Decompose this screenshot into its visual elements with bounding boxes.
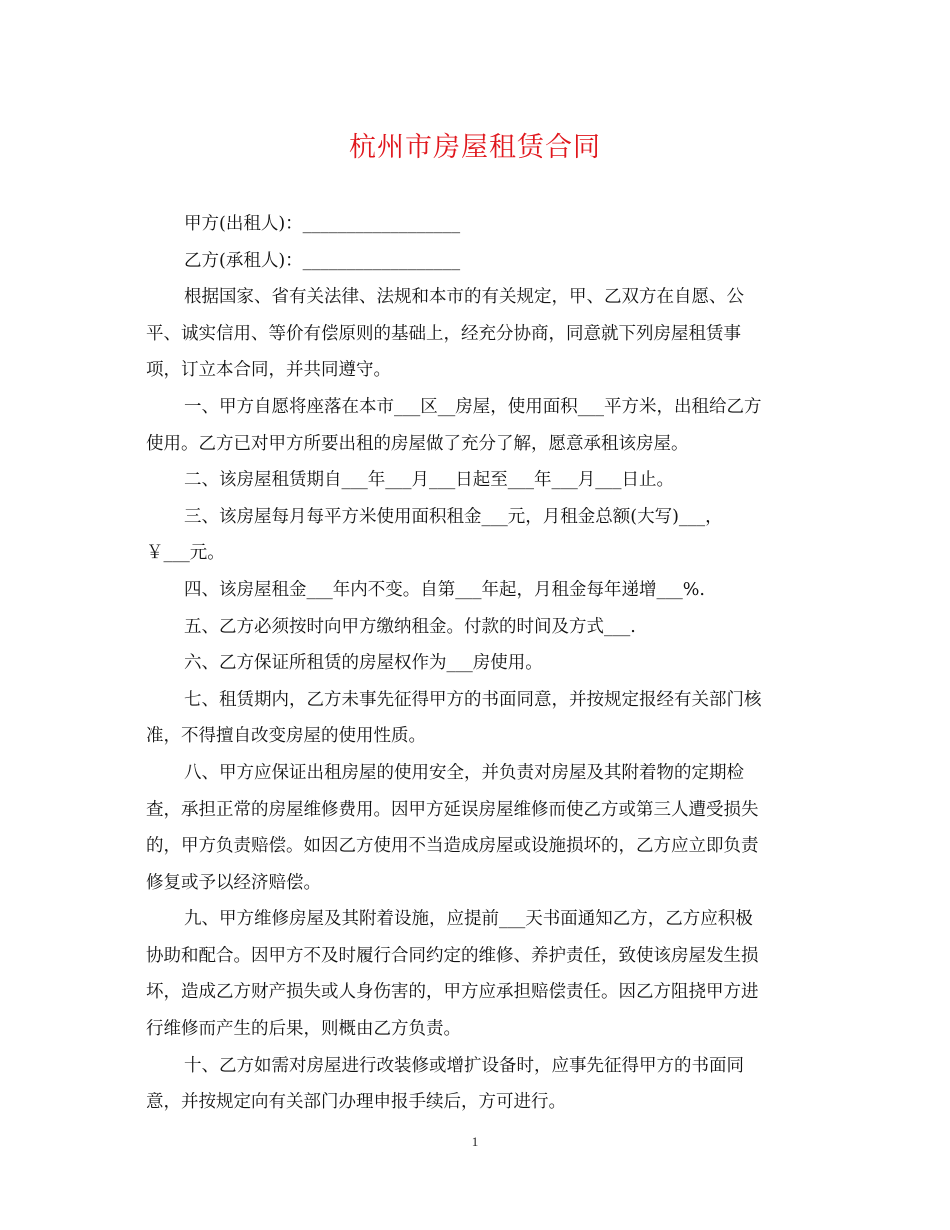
clause-6-line: 六、乙方保证所租赁的房屋权作为___房使用。 <box>184 653 543 674</box>
clause-7-line: 准，不得擅自改变房屋的使用性质。 <box>146 726 426 747</box>
clause-8-line: 八、甲方应保证出租房屋的使用安全，并负责对房屋及其附着物的定期检 <box>184 762 744 783</box>
clause-5-line: 五、乙方必须按时向甲方缴纳租金。付款的时间及方式___. <box>184 616 636 637</box>
clause-7-line: 七、租赁期内，乙方未事先征得甲方的书面同意，并按规定报经有关部门核 <box>184 689 762 710</box>
clause-2-line: 二、该房屋租赁期自___年___月___日起至___年___月___日止。 <box>184 470 674 491</box>
page-number: 1 <box>471 1134 479 1149</box>
preamble-line: 平、诚实信用、等价有偿原则的基础上，经充分协商，同意就下列房屋租赁事 <box>146 323 741 344</box>
contract-title: 杭州市房屋租赁合同 <box>349 132 601 163</box>
clause-1-line: 一、甲方自愿将座落在本市___区__房屋，使用面积___平方米，出租给乙方 <box>184 396 762 417</box>
clause-9-line: 协助和配合。因甲方不及时履行合同约定的维修、养护责任，致使该房屋发生损 <box>146 945 759 966</box>
clause-9-line: 九、甲方维修房屋及其附着设施，应提前___天书面通知乙方，乙方应积极 <box>184 909 753 930</box>
clause-10-line: 意，并按规定向有关部门办理申报手续后，方可进行。 <box>146 1092 566 1113</box>
preamble-line: 项，订立本合同，并共同遵守。 <box>146 360 391 381</box>
party-a-line: 甲方(出租人)：__________________ <box>184 214 461 234</box>
clause-9-line: 坏，造成乙方财产损失或人身伤害的，甲方应承担赔偿责任。因乙方阻挠甲方进 <box>146 982 759 1003</box>
clause-4-line: 四、该房屋租金___年内不变。自第___年起，月租金每年递增___%. <box>184 579 705 600</box>
clause-8-line: 修复或予以经济赔偿。 <box>146 872 321 893</box>
clause-3-line: ￥___元。 <box>146 543 225 564</box>
contract-body <box>146 206 806 1121</box>
preamble-line: 根据国家、省有关法律、法规和本市的有关规定，甲、乙双方在自愿、公 <box>184 287 744 308</box>
clause-9-line: 行维修而产生的后果，则概由乙方负责。 <box>146 1019 461 1040</box>
clause-3-line: 三、该房屋每月每平方米使用面积租金___元，月租金总额(大写)___， <box>184 506 723 527</box>
clause-8-line: 查，承担正常的房屋维修费用。因甲方延误房屋维修而使乙方或第三人遭受损失 <box>146 799 759 820</box>
party-b-line: 乙方(承租人)：__________________ <box>184 250 461 271</box>
clause-1-line: 使用。乙方已对甲方所要出租的房屋做了充分了解，愿意承租该房屋。 <box>146 433 689 454</box>
clause-10-line: 十、乙方如需对房屋进行改装修或增扩设备时，应事先征得甲方的书面同 <box>184 1055 744 1076</box>
clause-8-line: 的，甲方负责赔偿。如因乙方使用不当造成房屋或设施损坏的，乙方应立即负责 <box>146 836 759 857</box>
